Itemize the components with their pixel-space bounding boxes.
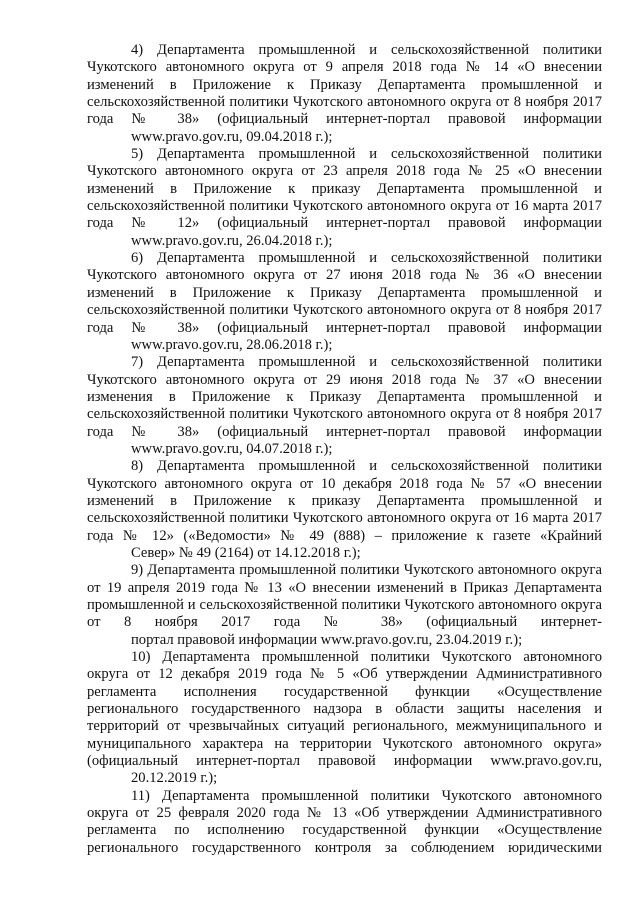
text-line: 2017 года № 38» (официальный интернет-портал правовой информации (87, 406, 602, 440)
text-line: сельскохозяйственной политики Чукотского автономного округа от 16 марта (87, 510, 569, 527)
text-line: 6) Департамента промышленной и сельскохозяйственной политики (131, 250, 602, 267)
list-item-paragraph (87, 354, 602, 458)
text-line: регионального государственного надзора в области защиты населения и (87, 701, 602, 718)
list-item-paragraph (87, 146, 602, 250)
text-line: 10) Департамента промышленной политики Чукотского автономного (131, 649, 602, 666)
text-line: 2017 года № 38» (официальный интернет-портал правовой информации (87, 302, 602, 336)
list-item-paragraph (87, 458, 602, 562)
text-line: www.pravo.gov.ru, 28.06.2018 г.); (131, 336, 333, 353)
text-line: регламента исполнения государственной функции «Осуществление (87, 683, 602, 700)
text-line: (официальный интернет-портал правовой информации www.pravo.gov.ru, (87, 753, 602, 770)
list-item-paragraph (87, 788, 602, 857)
list-item-paragraph (87, 562, 602, 649)
text-line: регионального государственного контроля за соблюдением юридическими (87, 839, 602, 856)
text-line: 9) Департамента промышленной политики Чукотского автономного (131, 562, 557, 579)
list-item-paragraph (87, 250, 602, 354)
text-line: www.pravo.gov.ru, 09.04.2018 г.); (131, 128, 333, 145)
text-line: округа от 19 апреля 2019 года № 13 «О внесении изменений в Приказ (87, 562, 602, 596)
text-line: изменений в Приложение к Приказу Департамента промышленной и (87, 284, 602, 301)
text-line: автономного округа от 8 ноября 2017 года № 38» (официальный интернет- (87, 597, 602, 631)
text-line: портал правовой информации www.pravo.gov.ru, 23.04.2019 г.); (131, 631, 523, 648)
text-line: www.pravo.gov.ru, 04.07.2018 г.); (131, 440, 333, 457)
text-line: Север» № 49 (2164) от 14.12.2018 г.); (131, 544, 361, 561)
text-line: 11) Департамента промышленной политики Чукотского автономного (131, 787, 602, 804)
text-line: 20.12.2019 г.); (131, 770, 218, 787)
text-line: сельскохозяйственной политики Чукотского автономного округа от 8 ноября (87, 94, 569, 111)
list-item-paragraph (87, 649, 602, 788)
list-item-paragraph (87, 42, 602, 146)
text-line: Чукотского автономного округа от 23 апреля 2018 года № 25 «О внесении (87, 163, 602, 180)
text-line: муниципального характера на территории Чукотского автономного округа» (87, 735, 602, 752)
text-line: изменения в Приложение к Приказу Департамента промышленной и (87, 388, 602, 405)
text-line: Чукотского автономного округа от 29 июня 2018 года № 37 «О внесении (87, 371, 602, 388)
text-line: 2017 года № 38» (официальный интернет-портал правовой информации (87, 94, 602, 128)
text-line: Чукотского автономного округа от 10 декабря 2018 года № 57 «О внесении (87, 475, 602, 492)
text-line: округа от 12 декабря 2019 года № 5 «Об утверждении Административного (87, 666, 602, 683)
text-line: Чукотского автономного округа от 27 июня 2018 года № 36 «О внесении (87, 267, 602, 284)
text-line: сельскохозяйственной политики Чукотского автономного округа от 8 ноября (87, 406, 569, 423)
text-line: 7) Департамента промышленной и сельскохозяйственной политики (131, 354, 602, 371)
text-line: Чукотского автономного округа от 9 апреля 2018 года № 14 «О внесении (87, 59, 602, 76)
text-line: 5) Департамента промышленной и сельскохозяйственной политики (131, 146, 602, 163)
text-line: 2017 года № 12» (официальный интернет-портал правовой информации (87, 198, 602, 232)
text-line: 8) Департамента промышленной и сельскохозяйственной политики (131, 458, 602, 475)
text-line: изменений в Приложение к приказу Департамента промышленной и (87, 180, 602, 197)
text-line: округа от 25 февраля 2020 года № 13 «Об утверждении Административного (87, 805, 602, 822)
text-line: Департамента промышленной и сельскохозяйственной политики Чукотского (87, 579, 602, 613)
document-page (87, 42, 602, 857)
text-line: www.pravo.gov.ru, 26.04.2018 г.); (131, 232, 333, 249)
text-line: территорий от чрезвычайных ситуаций регионального, межмуниципального и (87, 718, 602, 735)
text-line: 2017 года № 12» («Ведомости» № 49 (888) – приложение к газете «Крайний (87, 510, 602, 544)
text-line: сельскохозяйственной политики Чукотского автономного округа от 8 ноября (87, 302, 569, 319)
text-line: изменений в Приложение к Приказу Департамента промышленной и (87, 76, 602, 93)
text-line: сельскохозяйственной политики Чукотского автономного округа от 16 марта (87, 198, 569, 215)
text-line: изменений в Приложение к приказу Департамента промышленной и (87, 492, 602, 509)
text-line: 4) Департамента промышленной и сельскохозяйственной политики (131, 42, 602, 58)
text-line: регламента по исполнению государственной функции «Осуществление (87, 822, 602, 839)
